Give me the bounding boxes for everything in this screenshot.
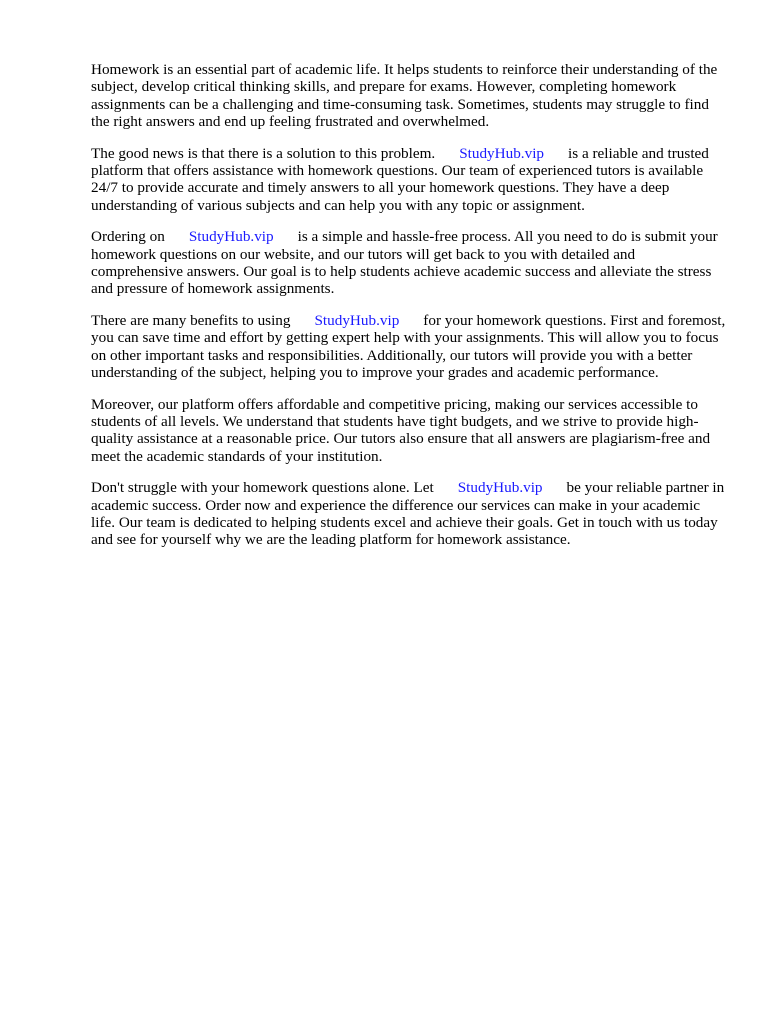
studyhub-link[interactable]: StudyHub.vip xyxy=(459,144,545,162)
paragraph-text-before: The good news is that there is a solution to this problem. xyxy=(91,144,436,162)
studyhub-link[interactable]: StudyHub.vip xyxy=(314,312,400,330)
studyhub-link[interactable]: StudyHub.vip xyxy=(188,228,274,246)
paragraph-text-after: is a reliable and trusted platform that offers assistance with homework questions. Our team of experienced tutors is available 24/7 to provide accurate and timely answers to all your homework questions. They have a deep understanding of various subjects and can help you with any topic or assignment. xyxy=(91,144,709,214)
document-body xyxy=(91,61,727,563)
studyhub-link[interactable]: StudyHub.vip xyxy=(457,479,543,497)
paragraph-text-after: is a simple and hassle-free process. All you need to do is submit your homework questions on our website, and our tutors will get back to you with detailed and comprehensive answers. Our goal is to help students achieve academic success and alleviate the stress and pressure of homework assignments. xyxy=(91,228,718,298)
paragraph-text-after: be your reliable partner in academic success. Order now and experience the difference our services can make in your academic life. Our team is dedicated to helping students excel and achieve their goals. Get in touch with us today and see for yourself why we are the leading platform for homework assistance. xyxy=(91,479,725,549)
paragraph-closing xyxy=(91,479,727,548)
paragraph-text-before: Ordering on xyxy=(91,228,165,246)
paragraph-text-after: for your homework questions. First and foremost, you can save time and effort by getting expert help with your assignments. This will allow you to focus on other important tasks and responsibilities. Additionally, our tutors will provide you with a better understanding of the subject, helping you to improve your grades and academic performance. xyxy=(91,312,726,381)
paragraph-pricing xyxy=(91,396,727,465)
paragraph-text-before: Don't struggle with your homework questions alone. Let xyxy=(91,479,434,497)
paragraph-benefits xyxy=(91,312,727,381)
paragraph-text: Homework is an essential part of academic life. It helps students to reinforce their understanding of the subject, develop critical thinking skills, and prepare for exams. However, completing homework assignments can be a challenging and time-consuming task. Sometimes, students may struggle to find the right answers and end up feeling frustrated and overwhelmed. xyxy=(91,61,718,130)
paragraph-intro xyxy=(91,61,727,130)
paragraph-ordering xyxy=(91,228,727,297)
paragraph-text-before: There are many benefits to using xyxy=(91,312,291,330)
paragraph-text: Moreover, our platform offers affordable and competitive pricing, making our services accessible to students of all levels. We understand that students have tight budgets, and we strive to provide high-quality assistance at a reasonable price. Our tutors also ensure that all answers are plagiarism-free and meet the academic standards of your institution. xyxy=(91,395,711,465)
paragraph-solution xyxy=(91,145,727,214)
